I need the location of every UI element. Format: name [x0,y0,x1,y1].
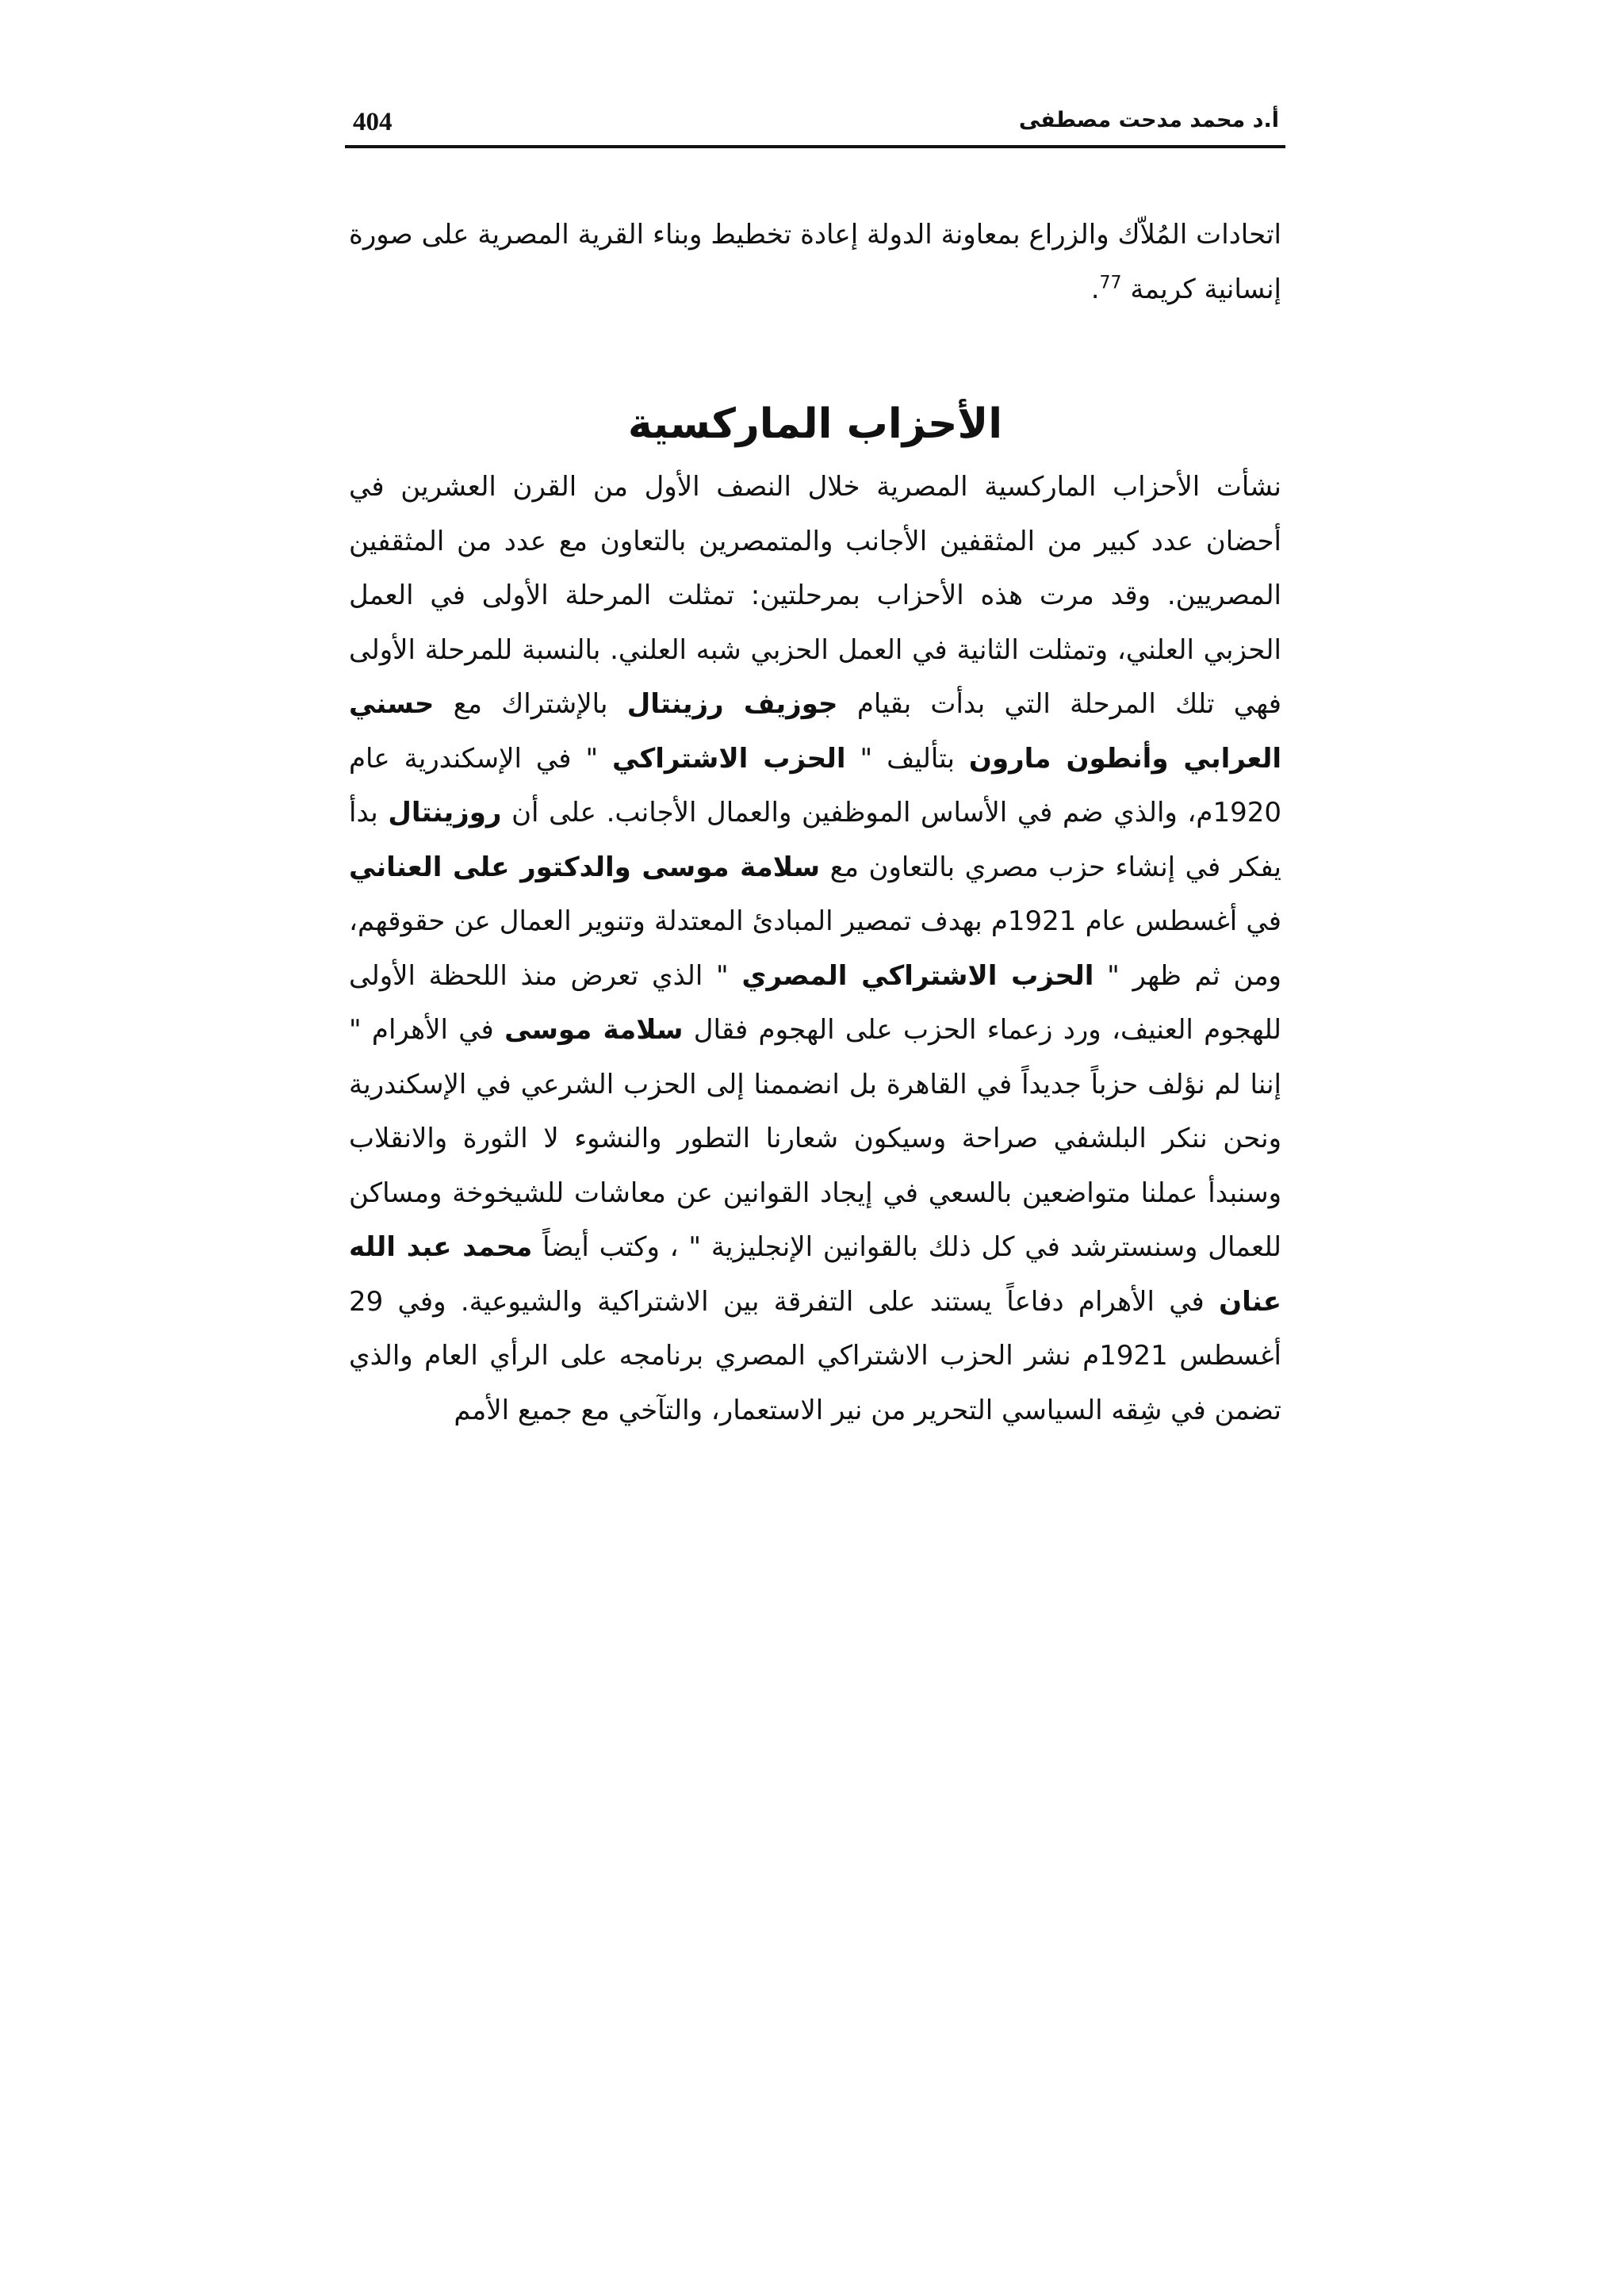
bold-name: حسني العرابي وأنطون مارون [349,688,1282,775]
intro-text: اتحادات المُلاّك والزراع بمعاونة الدولة إعادة تخطيط وبناء القرية المصرية على صورة إنسانية كريمة [349,219,1281,305]
intro-paragraph [349,208,1281,316]
paragraph-text: بدأ يفكر في إنشاء حزب مصري بالتعاون مع [349,797,1281,883]
bold-name: سلامة موسى [504,1014,684,1046]
bold-name: سلامة موسى والدكتور على العناني [349,851,821,883]
paragraph-text: في الأهرام دفاعاً يستند على التفرقة بين الاشتراكية والشيوعية. وفي 29 أغسطس 1921م نشر الحزب الاشتراكي المصري برنامجه على الرأي العام والذي تضمن في شِقه السياسي التحرير من نير الاستعمار، والتآخي مع جميع الأمم [349,1285,1281,1426]
bold-name: روزينتال [388,797,502,828]
header-rule [345,145,1285,148]
bold-name: الحزب الاشتراكي المصري [741,959,1094,992]
paragraph-text: نشأت الأحزاب الماركسية المصرية خلال النصف الأول من القرن العشرين في أحضان عدد كبير من المثقفين الأجانب والمتمصرين بالتعاون مع عدد من المثقفين المصريين. وقد مرت هذه الأحزاب بمرحلتين: تمثلت المرحلة الأولى في العمل الحزبي العلني، وتمثلت الثانية في العمل الحزبي شبه العلني. بالنسبة للمرحلة الأولى فهي تلك المرحلة التي بدأت بقيام [349,471,1281,720]
page-header [345,103,1285,151]
bold-name: محمد عبد الله عنان [349,1231,1281,1318]
bold-name: جوزيف رزينتال [626,688,838,720]
page-number: 404 [353,108,393,136]
paragraph-text: بالإشتراك مع [453,688,608,720]
section-title: الأحزاب الماركسية [627,400,1003,448]
intro-end-punctuation: . [1090,273,1100,305]
main-paragraph [349,460,1281,1437]
paragraph-text: " الذي تعرض منذ اللحظة الأولى للهجوم العنيف، ورد زعماء الحزب على الهجوم فقال [349,959,1281,1046]
running-head-author: أ.د محمد مدحت مصطفى [1018,108,1279,132]
bold-name: الحزب الاشتراكي [612,742,846,775]
footnote-reference: 77 [1099,273,1122,293]
paragraph-text: بتأليف " [860,742,955,775]
paragraph-text: في الأهرام " إننا لم نؤلف حزباً جديداً في القاهرة بل انضممنا إلى الحزب الشرعي في الإسكندرية ونحن ننكر البلشفي صراحة وسيكون شعارنا التطور والنشوء لا الثورة والانقلاب وسنبدأ عملنا متواضعين بالسعي في إيجاد القوانين عن معاشات للشيخوخة ومساكن للعمال وسنسترشد في كل ذلك بالقوانين الإنجليزية " ، وكتب أيضاً [349,1014,1281,1263]
paragraph-text: في أغسطس عام 1921م بهدف تمصير المبادئ المعتدلة وتنوير العمال عن حقوقهم، ومن ثم ظهر " [349,905,1281,992]
paragraph-text: " في الإسكندرية عام 1920م، والذي ضم في الأساس الموظفين والعمال الأجانب. على أن [349,742,1281,828]
